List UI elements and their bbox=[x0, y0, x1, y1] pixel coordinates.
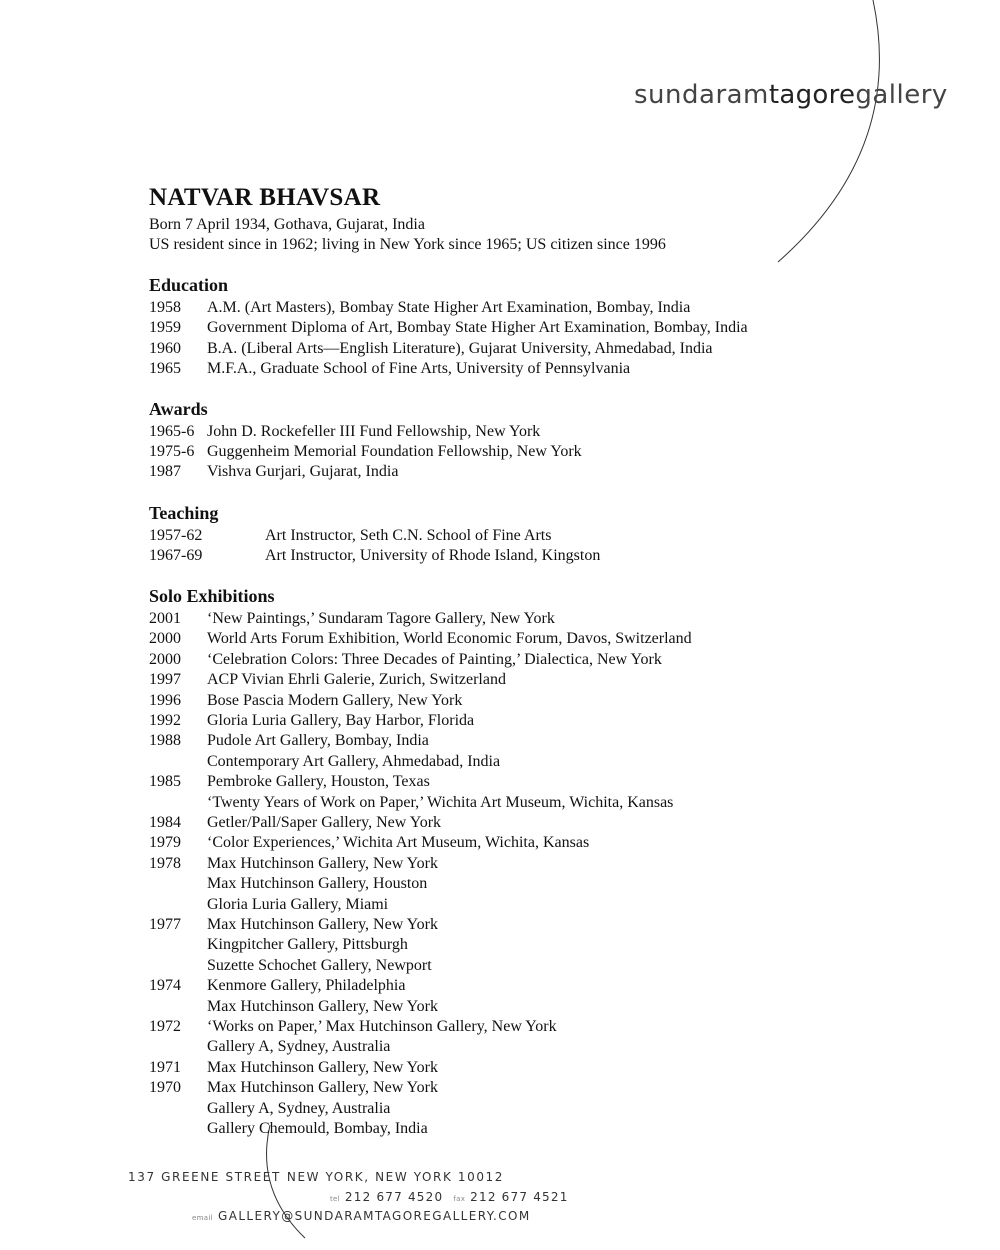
solo-exhibition-text: Max Hutchinson Gallery, New York bbox=[207, 1079, 438, 1097]
artist-born: Born 7 April 1934, Gothava, Gujarat, India bbox=[149, 216, 425, 233]
solo-exhibition-text: Pudole Art Gallery, Bombay, India bbox=[207, 732, 429, 750]
tel-label: tel bbox=[330, 1195, 340, 1203]
solo-exhibition-item bbox=[149, 691, 462, 711]
solo-exhibition-text: Contemporary Art Gallery, Ahmedabad, India bbox=[207, 752, 501, 770]
education-text: A.M. (Art Masters), Bombay State Higher Art Examination, Bombay, India bbox=[207, 299, 691, 316]
award-year: 1975-6 bbox=[149, 443, 195, 460]
award-year: 1965-6 bbox=[149, 423, 195, 440]
award-year: 1987 bbox=[149, 463, 181, 480]
solo-exhibition-text: ‘Celebration Colors: Three Decades of Painting,’ Dialectica, New York bbox=[207, 650, 662, 668]
solo-exhibition-text: Suzette Schochet Gallery, Newport bbox=[207, 956, 432, 974]
footer-address bbox=[128, 1170, 504, 1184]
solo-exhibition-text: Pembroke Gallery, Houston, Texas bbox=[207, 773, 430, 791]
solo-exhibition-item bbox=[149, 752, 500, 772]
teaching-title: Teaching bbox=[149, 503, 219, 523]
teaching-text: Art Instructor, Seth C.N. School of Fine Arts bbox=[265, 527, 552, 544]
solo-exhibition-text: Gallery A, Sydney, Australia bbox=[207, 1099, 391, 1117]
solo-exhibition-year: 1996 bbox=[149, 691, 181, 709]
teaching-item bbox=[149, 526, 551, 546]
solo-exhibition-text: Max Hutchinson Gallery, Houston bbox=[207, 875, 428, 893]
solo-exhibition-text: Max Hutchinson Gallery, New York bbox=[207, 997, 438, 1015]
solo-exhibition-year: 2000 bbox=[149, 650, 181, 668]
solo-exhibition-text: Max Hutchinson Gallery, New York bbox=[207, 1058, 438, 1076]
solo-exhibition-year: 2001 bbox=[149, 610, 181, 627]
solo-exhibition-item bbox=[149, 1099, 390, 1119]
award-item bbox=[149, 442, 582, 462]
solo-exhibition-text: Bose Pascia Modern Gallery, New York bbox=[207, 691, 463, 709]
solo-exhibition-item bbox=[149, 833, 589, 853]
teaching-item bbox=[149, 546, 600, 566]
solo-exhibition-year: 1979 bbox=[149, 834, 181, 852]
education-title: Education bbox=[149, 275, 229, 295]
solo-exhibitions-title: Solo Exhibitions bbox=[149, 586, 275, 606]
solo-exhibition-item bbox=[149, 854, 438, 874]
solo-exhibition-item bbox=[149, 609, 555, 629]
solo-exhibition-text: Kingpitcher Gallery, Pittsburgh bbox=[207, 936, 408, 954]
solo-exhibition-item bbox=[149, 1037, 390, 1057]
solo-exhibition-text: Getler/Pall/Saper Gallery, New York bbox=[207, 814, 442, 831]
solo-exhibition-item bbox=[149, 711, 474, 731]
award-text: Guggenheim Memorial Foundation Fellowship, New York bbox=[207, 443, 582, 460]
solo-exhibition-text: Gallery A, Sydney, Australia bbox=[207, 1038, 391, 1056]
solo-exhibition-text: ‘Works on Paper,’ Max Hutchinson Gallery, New York bbox=[207, 1018, 557, 1035]
solo-exhibition-year: 1970 bbox=[149, 1079, 181, 1097]
solo-exhibition-text: ‘New Paintings,’ Sundaram Tagore Gallery, New York bbox=[207, 610, 555, 627]
solo-exhibition-text: Gloria Luria Gallery, Miami bbox=[207, 895, 389, 913]
education-item bbox=[149, 318, 748, 338]
solo-exhibition-item bbox=[149, 1078, 438, 1098]
logo-part-sundaram: sundaram bbox=[634, 80, 769, 110]
solo-exhibition-year: 1992 bbox=[149, 712, 181, 729]
education-text: Government Diploma of Art, Bombay State Higher Art Examination, Bombay, India bbox=[207, 319, 748, 336]
solo-exhibition-item bbox=[149, 1017, 557, 1037]
solo-exhibition-text: Max Hutchinson Gallery, New York bbox=[207, 854, 438, 872]
solo-exhibition-item bbox=[149, 915, 438, 935]
education-item bbox=[149, 359, 630, 379]
footer-street: 137 GREENE STREET bbox=[128, 1170, 281, 1184]
education-year: 1958 bbox=[149, 299, 181, 316]
solo-exhibition-text: Max Hutchinson Gallery, New York bbox=[207, 916, 438, 933]
solo-exhibition-item bbox=[149, 813, 441, 833]
gallery-logo bbox=[634, 80, 948, 110]
award-text: John D. Rockefeller III Fund Fellowship, New York bbox=[207, 423, 541, 440]
fax-number: 212 677 4521 bbox=[470, 1190, 569, 1204]
solo-exhibition-year: 1978 bbox=[149, 854, 181, 872]
education-item bbox=[149, 298, 690, 318]
solo-exhibition-item bbox=[149, 670, 506, 690]
solo-exhibition-item bbox=[149, 1058, 438, 1078]
solo-exhibition-year: 1984 bbox=[149, 814, 181, 831]
solo-exhibition-text: Gloria Luria Gallery, Bay Harbor, Florida bbox=[207, 712, 475, 729]
email-label: email bbox=[192, 1214, 213, 1222]
solo-exhibition-item bbox=[149, 976, 405, 996]
solo-exhibition-item bbox=[149, 935, 408, 955]
teaching-year: 1957-62 bbox=[149, 527, 203, 544]
solo-exhibition-year: 1971 bbox=[149, 1058, 181, 1076]
footer-email bbox=[192, 1209, 531, 1223]
solo-exhibition-year: 1985 bbox=[149, 773, 181, 791]
solo-exhibition-item bbox=[149, 772, 430, 792]
teaching-year: 1967-69 bbox=[149, 547, 203, 564]
solo-exhibition-item bbox=[149, 895, 388, 915]
footer-city: NEW YORK, NEW YORK 10012 bbox=[286, 1170, 505, 1184]
solo-exhibition-year: 1977 bbox=[149, 916, 181, 933]
award-item bbox=[149, 422, 540, 442]
awards-title: Awards bbox=[149, 399, 208, 419]
solo-exhibition-text: ACP Vivian Ehrli Galerie, Zurich, Switzerland bbox=[207, 671, 506, 689]
solo-exhibition-item bbox=[149, 997, 438, 1017]
award-text: Vishva Gurjari, Gujarat, India bbox=[207, 463, 399, 480]
education-year: 1960 bbox=[149, 340, 181, 357]
solo-exhibition-item bbox=[149, 731, 429, 751]
solo-exhibition-year: 2000 bbox=[149, 630, 181, 648]
solo-exhibition-text: Kenmore Gallery, Philadelphia bbox=[207, 977, 406, 995]
solo-exhibition-text: World Arts Forum Exhibition, World Economic Forum, Davos, Switzerland bbox=[207, 630, 692, 648]
solo-exhibition-year: 1972 bbox=[149, 1018, 181, 1035]
solo-exhibition-year: 1988 bbox=[149, 732, 181, 750]
tel-number: 212 677 4520 bbox=[344, 1190, 444, 1204]
education-item bbox=[149, 339, 713, 359]
logo-arc-top bbox=[778, 0, 879, 262]
logo-part-gallery: gallery bbox=[855, 80, 948, 110]
solo-exhibition-year: 1974 bbox=[149, 977, 181, 995]
solo-exhibition-item bbox=[149, 629, 692, 649]
award-item bbox=[149, 462, 398, 482]
logo-part-tagore: tagore bbox=[768, 80, 856, 110]
education-text: M.F.A., Graduate School of Fine Arts, University of Pennsylvania bbox=[207, 360, 631, 377]
solo-exhibition-text: ‘Color Experiences,’ Wichita Art Museum, Wichita, Kansas bbox=[207, 834, 590, 852]
artist-name: NATVAR BHAVSAR bbox=[149, 184, 381, 211]
education-year: 1959 bbox=[149, 319, 181, 336]
artist-residency: US resident since in 1962; living in New York since 1965; US citizen since 1996 bbox=[149, 236, 666, 253]
solo-exhibition-item bbox=[149, 956, 432, 976]
solo-exhibition-item bbox=[149, 793, 673, 813]
email-address: GALLERY@SUNDARAMTAGOREGALLERY.COM bbox=[218, 1209, 531, 1223]
teaching-text: Art Instructor, University of Rhode Island, Kingston bbox=[265, 547, 601, 564]
solo-exhibition-item bbox=[149, 650, 662, 670]
solo-exhibition-item bbox=[149, 1119, 428, 1139]
footer-phone bbox=[330, 1190, 569, 1204]
solo-exhibition-text: ‘Twenty Years of Work on Paper,’ Wichita Art Museum, Wichita, Kansas bbox=[207, 793, 674, 811]
education-year: 1965 bbox=[149, 360, 181, 377]
fax-label: fax bbox=[453, 1195, 466, 1203]
solo-exhibition-year: 1997 bbox=[149, 671, 181, 689]
solo-exhibition-item bbox=[149, 874, 427, 894]
solo-exhibition-text: Gallery Chemould, Bombay, India bbox=[207, 1120, 428, 1137]
education-text: B.A. (Liberal Arts—English Literature), Gujarat University, Ahmedabad, India bbox=[207, 340, 713, 357]
